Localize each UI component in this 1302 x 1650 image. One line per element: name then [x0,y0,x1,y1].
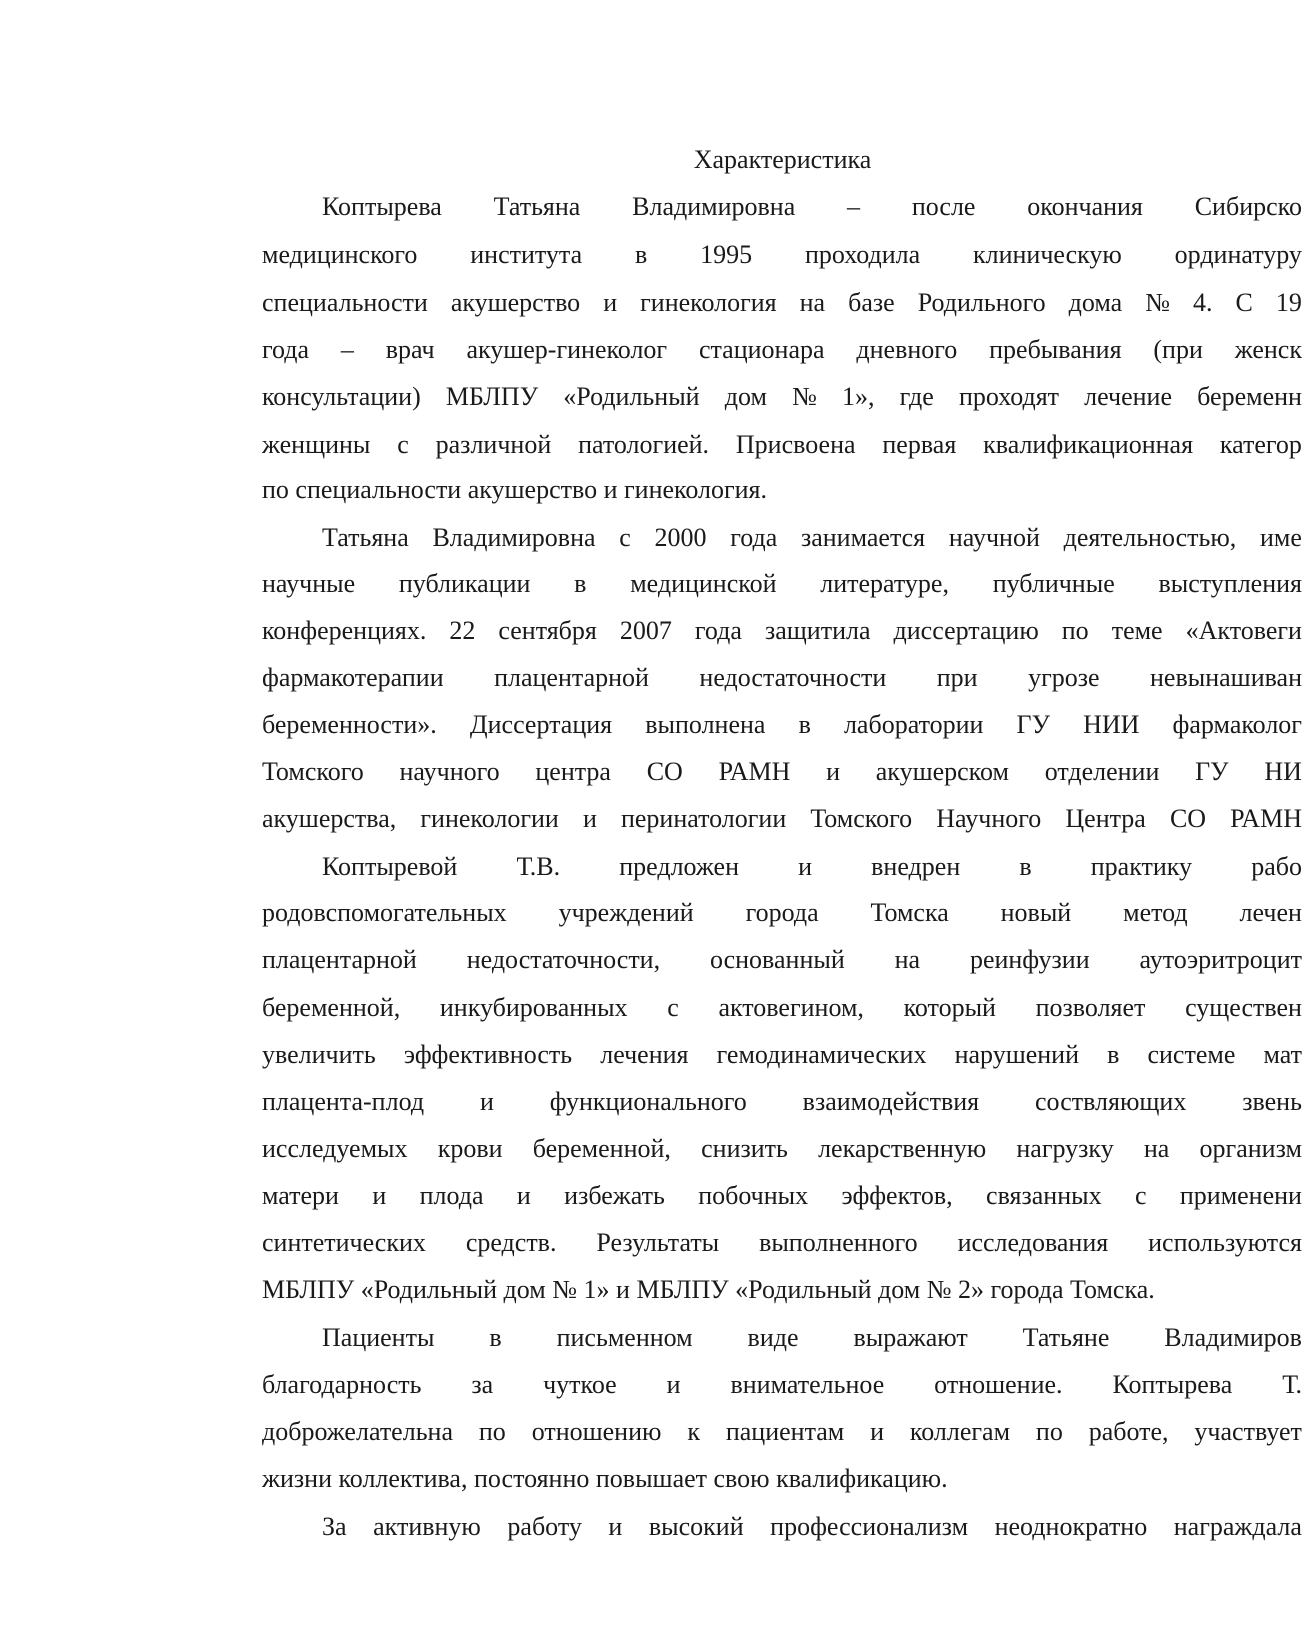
document-title: Характеристика [693,145,872,174]
document-line: синтетических средств. Результаты выполненного исследования используются [262,1228,1302,1257]
document-line: фармакотерапии плацентарной недостаточности при угрозе невынашиван [262,663,1302,692]
document-line: специальности акушерство и гинекология на базе Родильного дома № 4. С 19 [262,288,1302,317]
document-line: доброжелательна по отношению к пациентам и коллегам по работе, участвует [262,1417,1302,1446]
document-line: родовспомогательных учреждений города Томска новый метод лечен [262,898,1302,927]
document-line: Коптырева Татьяна Владимировна – после окончания Сибирско [322,192,1302,221]
document-line: МБЛПУ «Родильный дом № 1» и МБЛПУ «Родильный дом № 2» города Томска. [262,1275,1155,1304]
document-line: плацента-плод и функционального взаимодействия соствляющих звень [262,1087,1302,1116]
document-line: плацентарной недостаточности, основанный на реинфузии аутоэритроцит [262,945,1302,974]
document-line: по специальности акушерство и гинекология. [262,475,768,504]
document-line: медицинского института в 1995 проходила клиническую ординатуру [262,240,1302,269]
document-line: жизни коллектива, постоянно повышает свою квалификацию. [262,1464,948,1493]
document-line: акушерства, гинекологии и перинатологии Томского Научного Центра СО РАМН [262,804,1302,833]
document-line: увеличить эффективность лечения гемодинамических нарушений в системе мат [262,1040,1302,1069]
document-line: За активную работу и высокий профессионализм неоднократно награждала [322,1512,1302,1541]
document-line: благодарность за чуткое и внимательное отношение. Коптырева Т. [262,1370,1302,1399]
document-line: научные публикации в медицинской литературе, публичные выступления [262,569,1302,598]
document-line: исследуемых крови беременной, снизить лекарственную нагрузку на организм [262,1134,1302,1163]
document-line: беременности». Диссертация выполнена в лаборатории ГУ НИИ фармаколог [262,710,1302,739]
document-line: Пациенты в письменном виде выражают Татьяне Владимиров [322,1323,1302,1352]
document-line: консультации) МБЛПУ «Родильный дом № 1», где проходят лечение беременн [262,382,1302,411]
document-line: Коптыревой Т.В. предложен и внедрен в практику рабо [322,852,1302,881]
document-line: женщины с различной патологией. Присвоена первая квалификационная категор [262,430,1302,459]
document-line: Томского научного центра СО РАМН и акушерском отделении ГУ НИ [262,757,1302,786]
document-line: беременной, инкубированных с актовегином, который позволяет существен [262,993,1302,1022]
document-line: матери и плода и избежать побочных эффектов, связанных с применени [262,1181,1302,1210]
document-line: конференциях. 22 сентября 2007 года защитила диссертацию по теме «Актовеги [262,616,1302,645]
document-line: Татьяна Владимировна с 2000 года занимается научной деятельностью, име [322,523,1302,552]
document-line: года – врач акушер-гинеколог стационара дневного пребывания (при женск [262,335,1302,364]
